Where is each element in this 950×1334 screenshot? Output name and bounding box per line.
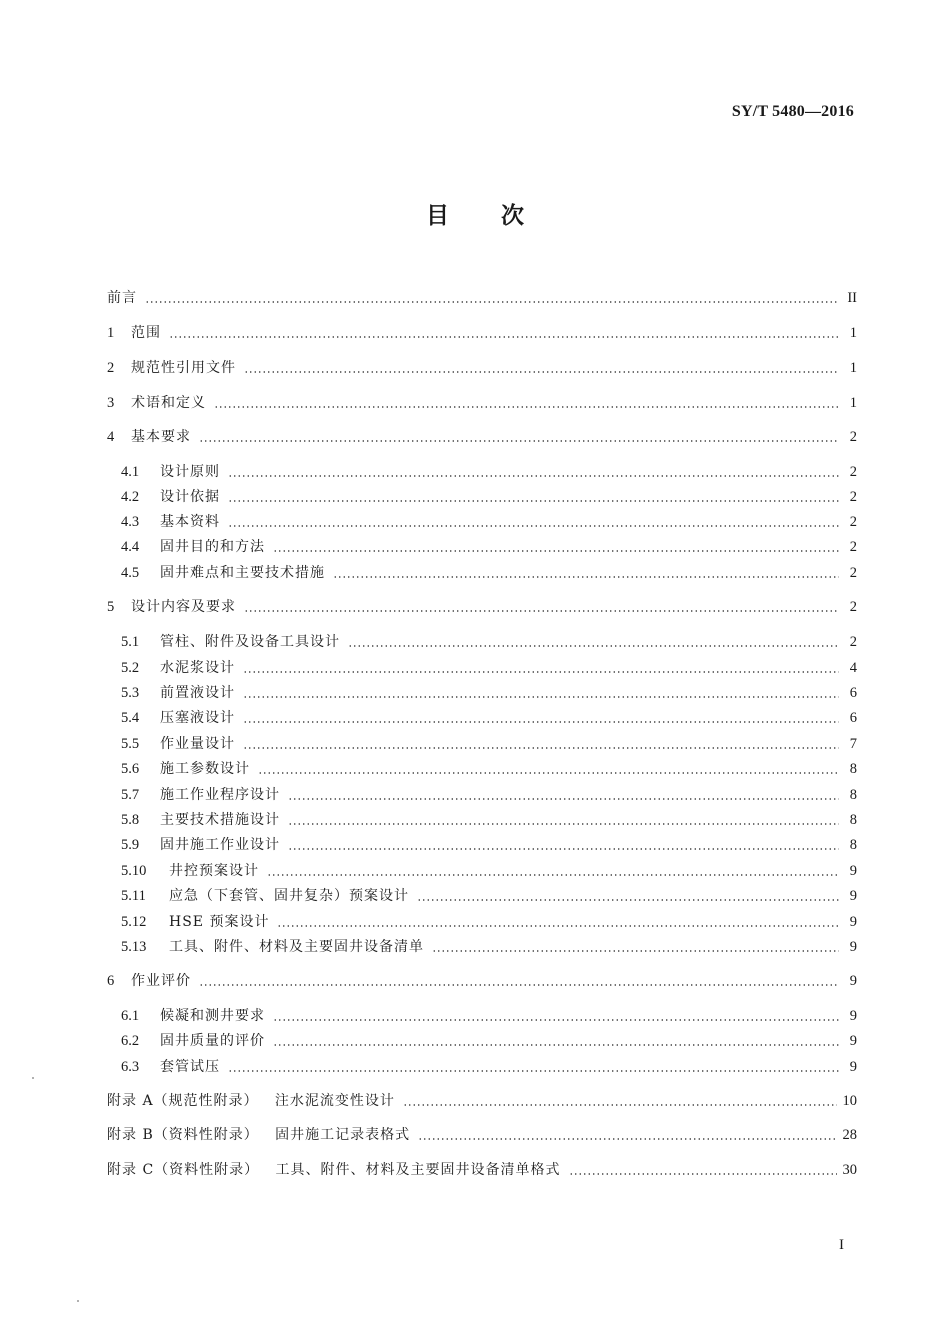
toc-leader-dots xyxy=(288,823,839,825)
toc-entry-page: 9 xyxy=(849,1033,857,1049)
toc-entry-page: 30 xyxy=(842,1162,857,1178)
toc-entry-number: 5.13 xyxy=(121,939,147,955)
toc-leader-dots xyxy=(169,336,839,338)
toc-entry-page: 8 xyxy=(849,837,857,853)
toc-entry-number: 5.2 xyxy=(121,660,140,676)
toc-entry-number: 5.8 xyxy=(121,812,140,828)
toc-entry-number: 4.3 xyxy=(121,514,140,530)
toc-entry-number: 2 xyxy=(107,360,115,376)
toc-entry-label: 施工作业程序设计 xyxy=(160,787,280,803)
toc-leader-dots xyxy=(403,1104,837,1106)
toc-entry[interactable] xyxy=(121,757,857,779)
toc-leader-dots xyxy=(199,440,839,442)
toc-entry[interactable] xyxy=(107,595,857,617)
toc-entry-number: 6.2 xyxy=(121,1033,140,1049)
toc-entry[interactable] xyxy=(121,681,857,703)
toc-entry-number: 4.5 xyxy=(121,565,140,581)
toc-entry-label: 固井难点和主要技术措施 xyxy=(160,565,325,581)
toc-leader-dots xyxy=(228,475,839,477)
toc-entry-number: 1 xyxy=(107,325,115,341)
toc-entry[interactable] xyxy=(121,630,857,652)
toc-entry[interactable] xyxy=(121,833,857,855)
toc-entry-number: 5.3 xyxy=(121,685,140,701)
toc-entry-page: 4 xyxy=(849,660,857,676)
footer-page-number: I xyxy=(839,1237,844,1253)
toc-leader-dots xyxy=(288,798,839,800)
toc-entry-label: 应急（下套管、固井复杂）预案设计 xyxy=(169,888,409,904)
toc-leader-dots xyxy=(228,525,839,527)
toc-entry-label: 作业量设计 xyxy=(160,736,235,752)
toc-entry[interactable] xyxy=(121,783,857,805)
toc-entry-label: 压塞液设计 xyxy=(160,710,235,726)
toc-entry-number: 3 xyxy=(107,395,115,411)
page-title: 目次 xyxy=(426,203,576,229)
toc-entry-label: 规范性引用文件 xyxy=(131,360,236,376)
toc-entry-label: 附录 A（规范性附录） 注水泥流变性设计 xyxy=(107,1093,395,1109)
toc-leader-dots xyxy=(243,747,839,749)
toc-entry[interactable] xyxy=(121,884,857,906)
toc-entry[interactable] xyxy=(107,391,857,413)
toc-entry[interactable] xyxy=(121,460,857,482)
toc-entry-label: 主要技术措施设计 xyxy=(160,812,280,828)
toc-entry[interactable] xyxy=(121,732,857,754)
toc-entry[interactable] xyxy=(121,706,857,728)
toc-leader-dots xyxy=(243,671,839,673)
toc-entry-label: 前置液设计 xyxy=(160,685,235,701)
toc-entry-page: 28 xyxy=(842,1127,857,1143)
toc-leader-dots xyxy=(258,772,839,774)
toc-entry-label: 基本资料 xyxy=(160,514,220,530)
toc-entry-number: 5.1 xyxy=(121,634,140,650)
toc-entry-number: 5.5 xyxy=(121,736,140,752)
toc-entry-label: HSE 预案设计 xyxy=(169,914,270,930)
toc-entry-label: 术语和定义 xyxy=(131,395,206,411)
toc-entry-label: 管柱、附件及设备工具设计 xyxy=(160,634,340,650)
toc-entry[interactable] xyxy=(121,1004,857,1026)
toc-entry-page: 9 xyxy=(849,939,857,955)
toc-entry-label: 设计原则 xyxy=(160,464,220,480)
toc-entry-number: 5.6 xyxy=(121,761,140,777)
toc-entry-label: 范围 xyxy=(131,325,161,341)
toc-entry-label: 套管试压 xyxy=(160,1059,220,1075)
toc-entry-page: 1 xyxy=(849,325,857,341)
toc-entry-page: 1 xyxy=(849,360,857,376)
toc-leader-dots xyxy=(417,899,839,901)
toc-leader-dots xyxy=(569,1173,837,1175)
toc-entry-label: 前言 xyxy=(107,290,137,306)
toc-leader-dots xyxy=(288,848,839,850)
toc-entry-page: 1 xyxy=(849,395,857,411)
toc-entry-number: 6.1 xyxy=(121,1008,140,1024)
toc-entry-label: 固井目的和方法 xyxy=(160,539,265,555)
toc-entry-label: 附录 C（资料性附录） 工具、附件、材料及主要固井设备清单格式 xyxy=(107,1162,561,1178)
toc-entry[interactable] xyxy=(107,1123,857,1145)
toc-entry-number: 5.7 xyxy=(121,787,140,803)
toc-entry-number: 5.9 xyxy=(121,837,140,853)
toc-entry-label: 设计内容及要求 xyxy=(131,599,236,615)
toc-leader-dots xyxy=(432,950,839,952)
toc-entry-page: 6 xyxy=(849,685,857,701)
toc-entry-page: 2 xyxy=(849,489,857,505)
toc-entry[interactable] xyxy=(121,935,857,957)
toc-entry[interactable] xyxy=(121,1029,857,1051)
scan-speck xyxy=(77,1300,79,1302)
toc-leader-dots xyxy=(228,1070,839,1072)
toc-entry[interactable] xyxy=(107,425,857,447)
toc-leader-dots xyxy=(277,925,839,927)
toc-entry-page: 8 xyxy=(849,761,857,777)
toc-entry-page: 10 xyxy=(842,1093,857,1109)
toc-entry-label: 设计依据 xyxy=(160,489,220,505)
toc-entry-page: 7 xyxy=(849,736,857,752)
toc-entry-number: 4.2 xyxy=(121,489,140,505)
toc-entry-page: 9 xyxy=(849,863,857,879)
toc-leader-dots xyxy=(333,576,839,578)
toc-entry-label: 固井施工作业设计 xyxy=(160,837,280,853)
toc-leader-dots xyxy=(214,406,839,408)
toc-leader-dots xyxy=(348,645,839,647)
toc-leader-dots xyxy=(199,984,839,986)
toc-entry-label: 工具、附件、材料及主要固井设备清单 xyxy=(169,939,424,955)
toc-entry[interactable] xyxy=(121,1055,857,1077)
toc-entry-label: 候凝和测井要求 xyxy=(160,1008,265,1024)
toc-leader-dots xyxy=(273,1019,839,1021)
toc-entry-page: 8 xyxy=(849,787,857,803)
toc-entry[interactable] xyxy=(121,535,857,557)
toc-entry[interactable] xyxy=(107,321,857,343)
toc-entry-page: 2 xyxy=(849,565,857,581)
scan-speck xyxy=(32,1077,34,1079)
toc-entry-page: II xyxy=(847,290,857,306)
toc-entry-number: 6 xyxy=(107,973,115,989)
toc-entry-page: 9 xyxy=(849,914,857,930)
toc-entry-number: 5.10 xyxy=(121,863,147,879)
toc-leader-dots xyxy=(418,1138,836,1140)
toc-entry-label: 井控预案设计 xyxy=(169,863,259,879)
toc-entry-number: 5.11 xyxy=(121,888,146,904)
standard-code: SY/T 5480—2016 xyxy=(731,103,854,120)
toc-entry-label: 固井质量的评价 xyxy=(160,1033,265,1049)
toc-entry[interactable] xyxy=(107,1158,857,1180)
toc-entry-page: 6 xyxy=(849,710,857,726)
toc-entry[interactable] xyxy=(121,510,857,532)
toc-entry-number: 4.4 xyxy=(121,539,140,555)
toc-leader-dots xyxy=(273,550,839,552)
toc-entry-number: 6.3 xyxy=(121,1059,140,1075)
toc-leader-dots xyxy=(243,696,839,698)
toc-entry-page: 8 xyxy=(849,812,857,828)
toc-entry-number: 5 xyxy=(107,599,115,615)
toc-entry-page: 2 xyxy=(849,514,857,530)
toc-entry[interactable] xyxy=(107,286,857,308)
toc-leader-dots xyxy=(273,1044,839,1046)
toc-entry[interactable] xyxy=(107,356,857,378)
toc-leader-dots xyxy=(145,301,839,303)
toc-entry-label: 基本要求 xyxy=(131,429,191,445)
toc-leader-dots xyxy=(243,721,839,723)
toc-entry-page: 2 xyxy=(849,634,857,650)
toc-entry-page: 2 xyxy=(849,539,857,555)
toc-entry-number: 5.4 xyxy=(121,710,140,726)
toc-entry-number: 4 xyxy=(107,429,115,445)
toc-entry-page: 2 xyxy=(849,464,857,480)
toc-leader-dots xyxy=(244,610,839,612)
toc-entry[interactable] xyxy=(121,561,857,583)
toc-entry-page: 9 xyxy=(849,888,857,904)
toc-entry[interactable] xyxy=(121,485,857,507)
toc-entry-page: 9 xyxy=(849,1059,857,1075)
toc-entry[interactable] xyxy=(121,656,857,678)
toc-entry-label: 附录 B（资料性附录） 固井施工记录表格式 xyxy=(107,1127,411,1143)
toc-entry[interactable] xyxy=(121,808,857,830)
toc-entry-number: 4.1 xyxy=(121,464,140,480)
toc-entry-page: 2 xyxy=(849,429,857,445)
toc-entry-page: 9 xyxy=(849,973,857,989)
toc-entry[interactable] xyxy=(107,969,857,991)
toc-leader-dots xyxy=(267,874,839,876)
toc-entry[interactable] xyxy=(121,910,857,932)
toc-entry-number: 5.12 xyxy=(121,914,147,930)
toc-entry-label: 施工参数设计 xyxy=(160,761,250,777)
toc-entry[interactable] xyxy=(107,1089,857,1111)
toc-leader-dots xyxy=(244,371,839,373)
toc-entry-label: 水泥浆设计 xyxy=(160,660,235,676)
toc-entry-page: 2 xyxy=(849,599,857,615)
toc-entry-label: 作业评价 xyxy=(131,973,191,989)
toc-entry-page: 9 xyxy=(849,1008,857,1024)
toc-leader-dots xyxy=(228,500,839,502)
toc-entry[interactable] xyxy=(121,859,857,881)
